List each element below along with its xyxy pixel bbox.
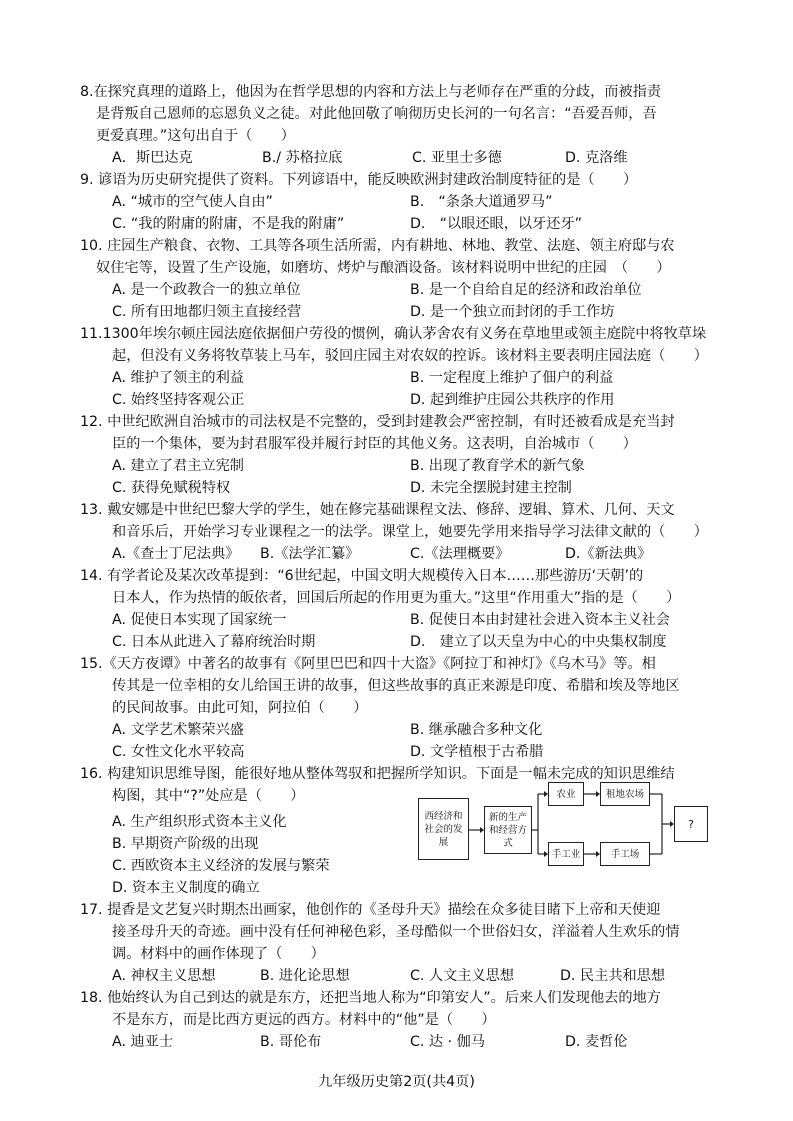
- q12-line-2: 臣的一个集体，要为封君服军役并履行封臣的其他义务。这表明，自治城市（ ）: [112, 436, 637, 452]
- q11-option-d[interactable]: D. 起到维护庄园公共秩序的作用: [410, 392, 615, 408]
- q15-option-b[interactable]: B. 继承融合多种文化: [410, 722, 543, 738]
- q12-option-b[interactable]: B. 出现了教育学术的新气象: [410, 458, 585, 474]
- q16-option-b[interactable]: B. 早期资产阶级的出现: [112, 836, 259, 852]
- q13-option-c[interactable]: C.《法理概要》: [410, 546, 510, 562]
- knowledge-mind-map: [418, 770, 718, 866]
- q18-option-a[interactable]: A. 迪亚士: [112, 1034, 174, 1050]
- q15-line-1: 15.《天方夜谭》中著名的故事有《阿里巴巴和四十大盗》《阿拉丁和神灯》《乌木马》等。相: [80, 656, 656, 672]
- q17-option-d[interactable]: D. 民主共和思想: [560, 968, 666, 984]
- q17-line-1: 17. 提香是文艺复兴时期杰出画家，他创作的《圣母升天》描绘在众多徒目睹下上帝和天使迎: [80, 902, 661, 918]
- q17-option-a[interactable]: A. 神权主义思想: [112, 968, 216, 984]
- q18-line-2: 不是东方，而是比西方更远的西方。材料中的“他”是（ ）: [112, 1012, 496, 1028]
- q10-option-c[interactable]: C. 所有田地都归领主直接经营: [112, 304, 302, 320]
- q15-line-3: 的民间故事。由此可知，阿拉伯（ ）: [112, 700, 368, 716]
- q8-option-a[interactable]: A．斯巴达克: [112, 150, 193, 166]
- q8-option-c[interactable]: C. 亚里士多德: [412, 150, 502, 166]
- q15-line-2: 传其是一位幸相的女儿给国王讲的故事，但这些故事的真正来源是印度、希腊和埃及等地区: [112, 678, 680, 694]
- q14-option-d[interactable]: D. 建立了以天皇为中心的中央集权制度: [410, 634, 667, 650]
- q14-line-2: 日本人，作为热情的皈依者，回国后所起的作用更为重大。”这里“作用重大”指的是（ ）: [112, 590, 681, 606]
- q15-option-c[interactable]: C. 女性文化水平较高: [112, 744, 245, 760]
- q18-option-d[interactable]: D. 麦哲伦: [565, 1034, 628, 1050]
- q13-line-1: 13. 戴安娜是中世纪巴黎大学的学生，她在修完基础课程文法、修辞、逻辑、算术、几何、天文: [80, 502, 675, 518]
- q16-option-a[interactable]: A. 生产组织形式资本主义化: [112, 814, 287, 830]
- q9-line-1: 9. 谚语为历史研究提供了资料。下列谚语中，能反映欧洲封建政治制度特征的是（ ）: [80, 172, 638, 188]
- mind-map-rented-farm-box: 租地农场: [600, 782, 650, 806]
- q17-line-2: 接圣母升天的奇迹。画中没有任何神秘色彩，圣母酷似一个世俗妇女，洋溢着人生欢乐的情: [112, 924, 680, 940]
- q15-option-d[interactable]: D. 文学植根于古希腊: [410, 744, 544, 760]
- q10-option-d[interactable]: D. 是一个独立而封闭的手工作坊: [410, 304, 615, 320]
- q8-option-b[interactable]: B./ 苏格拉底: [262, 150, 343, 166]
- q10-line-1: 10. 庄园生产粮食、衣物、工具等各项生活所需，内有耕地、林地、教堂、法庭、领主府邸与农: [80, 238, 675, 254]
- q14-line-1: 14. 有学者论及某次改革提到：“6世纪起，中国文明大规模传入日本……那些游历‘天朝’的: [80, 568, 644, 584]
- q18-line-1: 18. 他始终认为自己到达的就是东方，还把当地人称为“印第安人”。后来人们发现他去的地方: [80, 990, 661, 1006]
- q15-option-a[interactable]: A. 文学艺术繁荣兴盛: [112, 722, 244, 738]
- q13-option-d[interactable]: D.《新法典》: [565, 546, 652, 562]
- mind-map-question-box: ?: [674, 806, 708, 842]
- q9-option-a[interactable]: A. “城市的空气使人自由”: [112, 194, 273, 210]
- q17-option-b[interactable]: B. 进化论思想: [260, 968, 350, 984]
- q8-option-d[interactable]: D. 克洛维: [565, 150, 628, 166]
- q11-option-c[interactable]: C. 始终坚持客观公正: [112, 392, 245, 408]
- mind-map-middle-box: 新的生产和经营方式: [484, 806, 532, 854]
- q18-option-b[interactable]: B. 哥伦布: [260, 1034, 322, 1050]
- q12-option-d[interactable]: D. 未完全摆脱封建主控制: [410, 480, 572, 496]
- mind-map-agriculture-box: 农业: [548, 782, 584, 806]
- q10-option-b[interactable]: B. 是一个自给自足的经济和政治单位: [410, 282, 642, 298]
- q16-option-c[interactable]: C. 西欧资本主义经济的发展与繁荣: [112, 858, 330, 874]
- q18-option-c[interactable]: C. 达 · 伽马: [410, 1034, 486, 1050]
- q11-option-a[interactable]: A. 维护了领主的利益: [112, 370, 244, 386]
- q8-line-1: 8.在探究真理的道路上，他因为在哲学思想的内容和方法上与老师存在严重的分歧，而被指责: [80, 84, 662, 100]
- q13-line-2: 和音乐后，开始学习专业课程之一的法学。课堂上，她要先学用来指导学习法律文献的（ ）: [112, 524, 708, 540]
- page-footer: 九年级历史第2页(共4页): [318, 1074, 475, 1090]
- q11-option-b[interactable]: B. 一定程度上维护了佃户的利益: [410, 370, 614, 386]
- q16-option-d[interactable]: D. 资本主义制度的确立: [112, 880, 260, 896]
- q9-option-d[interactable]: D. “以眼还眼，以牙还牙”: [410, 216, 583, 232]
- mind-map-root-box: 西经济和社会的发展: [418, 798, 469, 860]
- q13-option-a[interactable]: A.《查士丁尼法典》: [112, 546, 240, 562]
- q14-option-a[interactable]: A. 促使日本实现了国家统一: [112, 612, 287, 628]
- q12-line-1: 12. 中世纪欧洲自治城市的司法权是不完整的，受到封建教会严密控制，有时还被看成是充当封: [80, 414, 675, 430]
- q8-line-3: 更爱真理。”这句出自于（ ）: [96, 128, 295, 144]
- q12-option-c[interactable]: C. 获得免赋税特权: [112, 480, 231, 496]
- q14-option-b[interactable]: B. 促使日本由封建社会进入资本主义社会: [410, 612, 670, 628]
- mind-map-handicraft-box: 手工业: [548, 842, 584, 866]
- q12-option-a[interactable]: A. 建立了君主立宪制: [112, 458, 244, 474]
- q16-line-2: 构图，其中“?”处应是（ ）: [112, 788, 305, 804]
- q9-option-c[interactable]: C. “我的附庸的附庸，不是我的附庸”: [112, 216, 345, 232]
- q10-option-a[interactable]: A. 是一个政教合一的独立单位: [112, 282, 301, 298]
- q13-option-b[interactable]: B.《法学汇纂》: [260, 546, 360, 562]
- q11-line-1: 11.1300年埃尔顿庄园法庭依据佃户劳役的惯例，确认茅舍农有义务在草地里或领主庭院中将牧草垛: [80, 326, 707, 342]
- mind-map-workshop-box: 手工场: [600, 842, 650, 866]
- q9-option-b[interactable]: B. “条条大道通罗马”: [410, 194, 553, 210]
- q14-option-c[interactable]: C. 日本从此进入了幕府统治时期: [112, 634, 316, 650]
- q10-line-2: 奴住宅等，设置了生产设施，如磨坊、烤炉与酿酒设备。该材料说明中世纪的庄园 （ ）: [96, 260, 671, 276]
- q17-option-c[interactable]: C. 人文主义思想: [410, 968, 515, 984]
- q8-line-2: 是背叛自己恩师的忘恩负义之徒。对此他回敬了响彻历史长河的一句名言：“吾爱吾师，吾: [96, 106, 657, 122]
- q17-line-3: 调。材料中的画作体现了（ ）: [112, 946, 325, 962]
- q16-line-1: 16. 构建知识思维导图，能很好地从整体驾驭和把握所学知识。下面是一幅未完成的知识思维结: [80, 766, 675, 782]
- q11-line-2: 起，但没有义务将牧草装上马车，驳回庄园主对农奴的控诉。该材料主要表明庄园法庭（ ）: [112, 348, 708, 364]
